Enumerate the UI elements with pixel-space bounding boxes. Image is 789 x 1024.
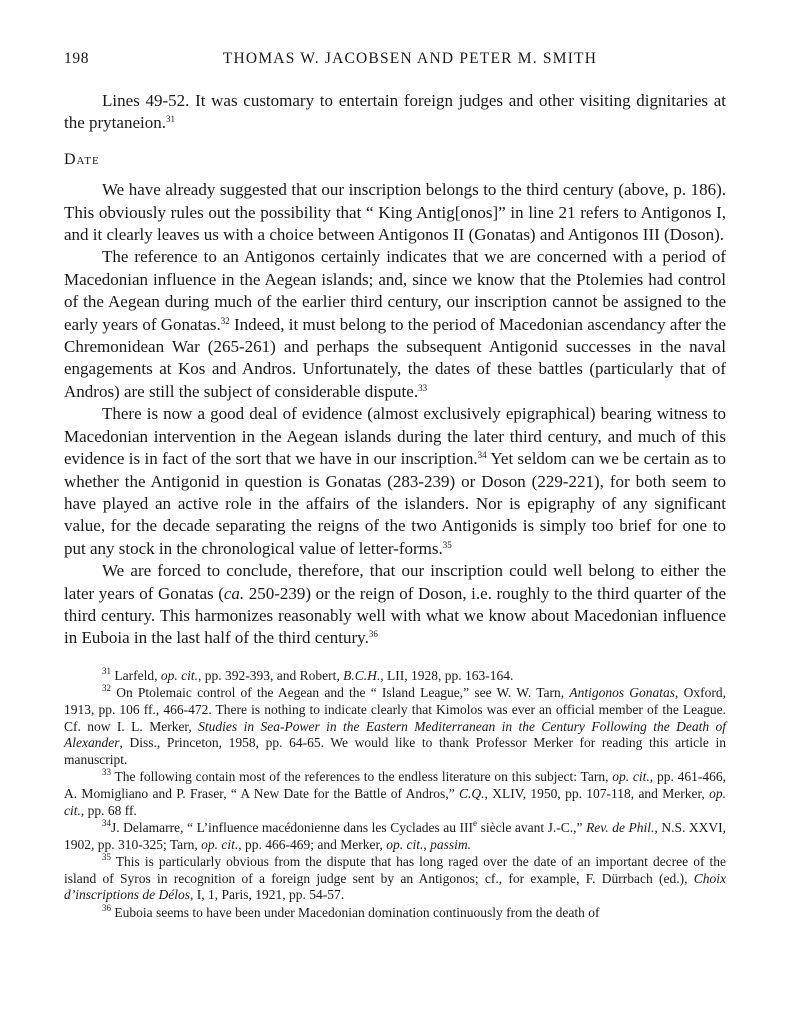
footnote-ref-32[interactable]: 32: [220, 315, 230, 326]
paragraph-2: The reference to an Antigonos certainly indicates that we are concerned with a period of Macedonian influence in the Aegean islands; and, since we know that the Ptolemies had control of the Aegean during much of the earlier third century, our inscription cannot be assigned to the early years of Gonatas.$^{32}$ Indeed, it must belong to the period of Macedonian ascendancy after the Chremonidean War (265-261) and perhaps the subsequent Antigonid successes in the naval engagements at Kos and Andros. Unfortunately, the dates of these battles (particularly that of Andros) are still the subject of considerable dispute.$^{33}$: [64, 247, 726, 401]
footnote-ref-33[interactable]: 33: [418, 382, 428, 393]
footnote-ref-35[interactable]: 35: [442, 539, 452, 550]
footnote-35: $^{35}$ This is particularly obvious from the dispute that has long raged over the date of an important decree of the island of Syros in recognition of a foreign judge sent by an Antigonos; cf., for example, F. Dürrbach (ed.), Choix d’inscriptions de Délos, I, 1, Paris, 1921, pp. 54-57.: [64, 852, 726, 903]
footnotes: [64, 665, 727, 922]
running-title: THOMAS W. JACOBSEN AND PETER M. SMITH: [222, 50, 598, 67]
paragraph-lines-49-52: Lines 49-52. It was customary to entertain foreign judges and other visiting dignitaries at the prytaneion.$^{31}$: [64, 91, 726, 133]
article-body: [64, 90, 726, 650]
section-heading-date: Date: [64, 150, 100, 168]
paragraph-1: We have already suggested that our inscription belongs to the third century (above, p. 186). This obviously rules out the possibility that “ King Antig[onos]” in line 21 refers to Antigonos I, and it clearly leaves us with a choice between Antigonos II (Gonatas) and Antigonos III (Doson).: [64, 180, 726, 245]
footnote-ref-31[interactable]: 31: [165, 114, 175, 125]
footnote-ref-34[interactable]: 34: [477, 450, 487, 461]
running-header: [64, 42, 726, 72]
footnote-33: $^{33}$ The following contain most of the references to the endless literature on this subject: Tarn, op. cit., pp. 461-466, A. Momigliano and P. Fraser, “ A New Date for the Battle of Andros,” C.Q., XLIV, 1950, pp. 107-118, and Merker, op. cit., pp. 68 ff.: [64, 767, 727, 818]
page: [64, 42, 726, 922]
footnote-32: $^{32}$ On Ptolemaic control of the Aegean and the “ Island League,” see W. W. Tarn, Antigonos Gonatas, Oxford, 1913, pp. 106 ff., 466-472. There is nothing to indicate clearly that Kimolos was ever an official member of the League. Cf. now I. L. Merker, Studies in Sea-Power in the Eastern Mediterranean in the Century Following the Death of Alexander, Diss., Princeton, 1958, pp. 64-65. We would like to thank Professor Merker for reading this article in manuscript.: [64, 683, 726, 767]
paragraph-4: We are forced to conclude, therefore, that our inscription could well belong to either the later years of Gonatas (ca. 250-239) or the reign of Doson, i.e. roughly to the third quarter of the third century. This harmonizes reasonably well with what we know about Macedonian influence in Euboia in the last half of the third century.$^{36}$: [64, 561, 726, 648]
footnote-34: $^{34}$J. Delamarre, “ L’influence macédonienne dans les Cyclades au IIIe siècle avant J.-C.,” Rev. de Phil., N.S. XXVI, 1902, pp. 310-325; Tarn, op. cit., pp. 466-469; and Merker, op. cit., passim.: [64, 818, 726, 852]
paragraph-3: There is now a good deal of evidence (almost exclusively epigraphical) bearing witness to Macedonian intervention in the Aegean islands during the later third century, and much of this evidence is in fact of the sort that we have in our inscription.$^{34}$ Yet seldom can we be certain as to whether the Antigonid in question is Gonatas (283-239) or Doson (229-221), for both seem to have played an active role in the affairs of the islanders. Nor is epigraphy of any significant value, for the decade separating the reigns of the two Antigonids is simply too brief for one to put any stock in the chronological value of letter-forms.$^{35}$: [64, 404, 726, 558]
footnote-ref-36[interactable]: 36: [368, 629, 378, 640]
footnote-36: $^{36}$ Euboia seems to have been under Macedonian domination continuously from the death of: [102, 903, 600, 921]
page-number: 198: [64, 50, 90, 67]
footnote-31: $^{31}$ Larfeld, op. cit., pp. 392-393, and Robert, B.C.H., LII, 1928, pp. 163-164.: [102, 665, 514, 683]
